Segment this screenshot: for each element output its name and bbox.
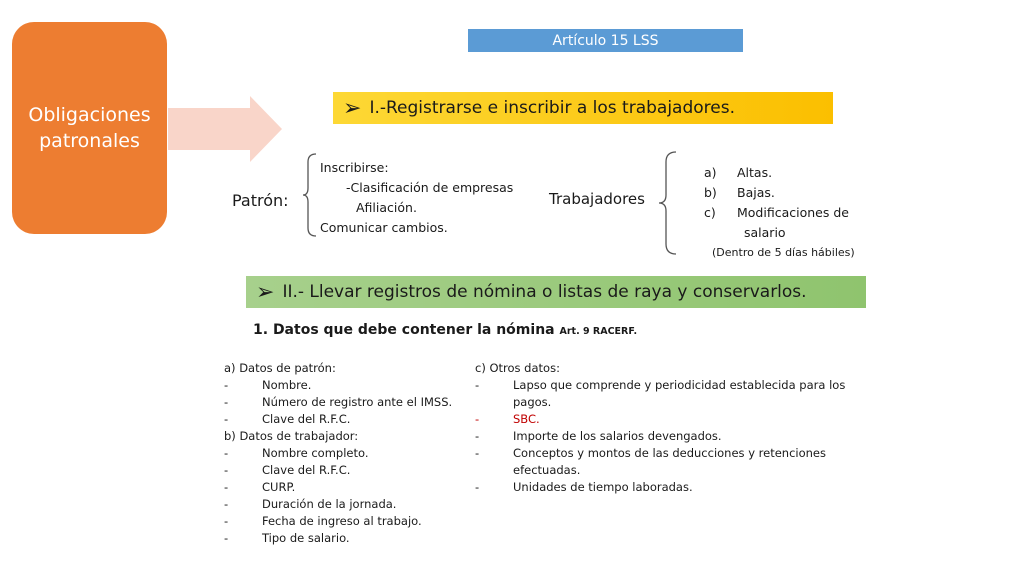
list-item [224,496,469,513]
dash: - [475,480,480,494]
inscr-line: Inscribirse: [320,160,389,175]
deadline-note: (Dentro de 5 días hábiles) [712,246,855,259]
list-item [224,479,469,496]
patron-label: Patrón: [232,191,289,210]
dash: - [224,463,229,477]
datos-column-right [475,360,850,496]
list-item [475,411,850,428]
dash: - [224,378,229,392]
arrow-bullet-icon: ➢ [343,95,362,121]
left-brace-icon [302,152,318,238]
item-text: Clave del R.F.C. [262,463,351,477]
list-item [224,445,469,462]
item-text: Lapso que comprende y periodicidad establecida para los pagos. [513,378,846,409]
right-brace-icon [658,150,678,256]
nomina-ref: Art. 9 RACERF [559,326,634,337]
item-marker: a) [704,165,717,180]
item-text: Fecha de ingreso al trabajo. [262,514,422,528]
arrow-bullet-icon: ➢ [256,279,275,305]
item-text: Modificaciones de [737,205,849,220]
item-text: Conceptos y montos de las deducciones y retenciones efectuadas. [513,446,826,477]
item-text: Tipo de salario. [262,531,350,545]
inscr-line: Afiliación. [356,200,417,215]
dash: - [475,378,480,392]
item-marker: b) [704,185,717,200]
trabajadores-label: Trabajadores [549,190,645,208]
item-text: Duración de la jornada. [262,497,397,511]
list-item [224,394,469,411]
dash: - [224,446,229,460]
item-marker: c) [704,205,716,220]
patron-header: a) Datos de patrón: [224,361,336,375]
list-item [475,377,850,411]
item-text: CURP. [262,480,296,494]
inscripcion-list [320,158,513,238]
item-text: SBC. [513,412,540,426]
nomina-title [253,322,637,338]
dash: - [224,497,229,511]
dash: - [224,531,229,545]
list-item [704,183,855,203]
list-item [475,445,850,479]
obligaciones-box [12,22,167,234]
item-text: Clave del R.F.C. [262,412,351,426]
item-text: Bajas. [737,185,775,200]
dash: - [224,395,229,409]
dash: - [475,412,480,426]
obligaciones-title: Obligaciones patronales [28,104,151,152]
inscr-line: -Clasificación de empresas [346,180,514,195]
item-text: Número de registro ante el IMSS. [262,395,453,409]
item-text: Importe de los salarios devengados. [513,429,722,443]
item-text: Nombre. [262,378,312,392]
datos-column-left [224,360,469,547]
nomina-number: 1. [253,322,269,338]
dash: - [475,429,480,443]
item-text: Nombre completo. [262,446,369,460]
list-item [224,462,469,479]
item-text: Altas. [737,165,773,180]
article-label: Artículo 15 LSS [552,32,659,49]
inscr-line: Comunicar cambios. [320,220,448,235]
list-item [224,377,469,394]
banner-registrarse-text: I.-Registrarse e inscribir a los trabajadores. [369,98,735,118]
otros-header: c) Otros datos: [475,361,560,375]
movimientos-list [704,163,855,263]
right-arrow-icon [168,96,283,162]
dash: - [224,480,229,494]
banner-registrarse [333,92,833,124]
banner-registros [246,276,866,308]
banner-registros-text: II.- Llevar registros de nómina o listas de raya y conservarlos. [282,282,807,302]
dash: - [224,412,229,426]
item-text: Unidades de tiempo laboradas. [513,480,693,494]
article-tag [468,29,743,52]
dash: - [224,514,229,528]
list-item [224,513,469,530]
list-item [224,411,469,428]
list-item [475,479,850,496]
nomina-title-text: Datos que debe contener la nómina [272,322,555,338]
nomina-ref-end: . [633,326,638,337]
trabajador-header: b) Datos de trabajador: [224,429,359,443]
item-continuation: salario [744,225,786,240]
dash: - [475,446,480,460]
list-item [704,203,855,223]
list-item [224,530,469,547]
list-item [704,163,855,183]
list-item [475,428,850,445]
